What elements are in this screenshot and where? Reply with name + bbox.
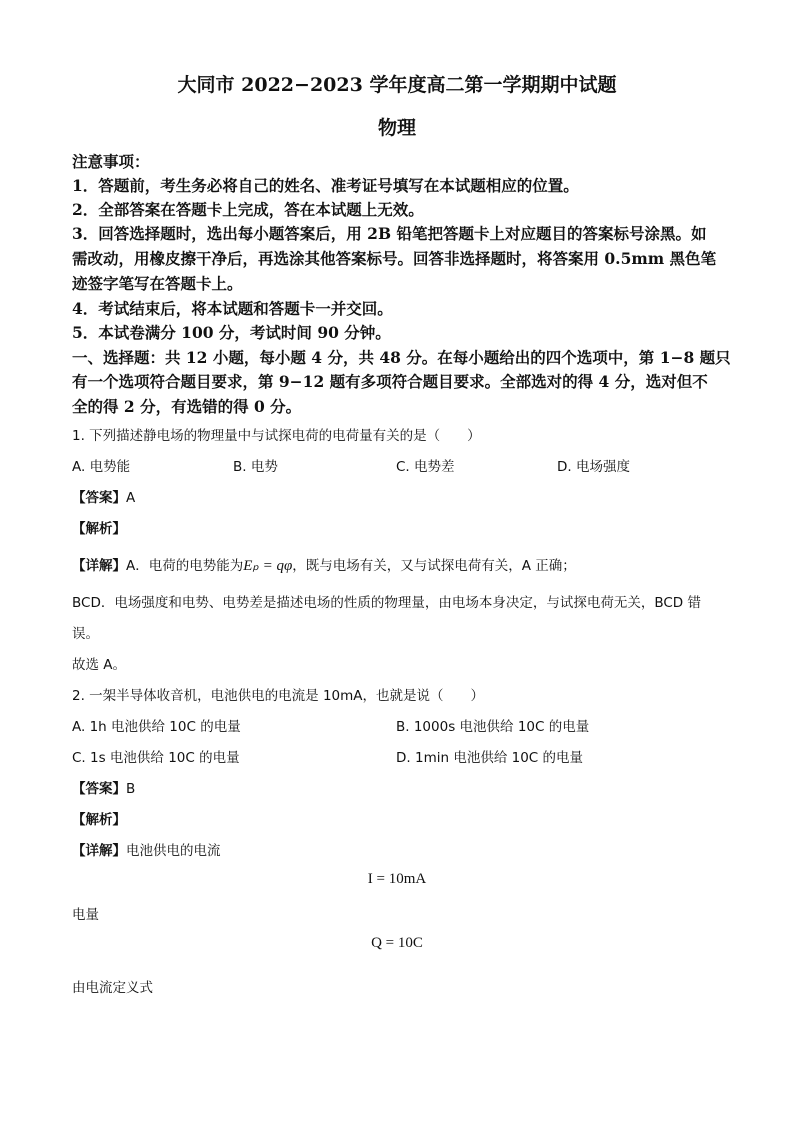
q2-stem: 2. 一架半导体收音机，电池供电的电流是 10mA，也就是说（ ） [72, 688, 485, 704]
q2-detail-1-text: 电池供电的电流 [126, 843, 221, 859]
q1-option-d: D. 电场强度 [557, 459, 630, 475]
q2-answer-tag: 【答案】 [72, 781, 126, 797]
notice-heading: 注意事项： [72, 152, 150, 171]
q1-detail-a-pre: A．电荷的电势能为 [126, 558, 244, 574]
q1-option-a: A. 电势能 [72, 459, 131, 475]
notice-item-1: 1．答题前，考生务必将自己的姓名、准考证号填写在本试题相应的位置。 [72, 176, 579, 195]
q1-analysis-tag: 【解析】 [72, 521, 126, 537]
q1-answer-value: A [126, 490, 136, 506]
q1-detail-tag: 【详解】 [72, 558, 126, 574]
notice-item-5: 5．本试卷满分 100 分，考试时间 90 分钟。 [72, 323, 391, 342]
q2-option-d: D. 1min 电池供给 10C 的电量 [396, 750, 584, 766]
section-instructions-1: 一、选择题：共 12 小题，每小题 4 分，共 48 分。在每小题给出的四个选项中，第 1−8 题只 [72, 348, 731, 367]
notice-item-3: 3．回答选择题时，选出每小题答案后，用 2B 铅笔把答题卡上对应题目的答案标号涂黑。如 [72, 224, 707, 243]
q2-option-c: C. 1s 电池供给 10C 的电量 [72, 750, 240, 766]
notice-item-4: 4．考试结束后，将本试题和答题卡一并交回。 [72, 299, 393, 318]
q2-detail-1 [72, 839, 221, 859]
q1-answer [72, 486, 135, 506]
q2-formula-charge: Q = 10C [371, 935, 423, 951]
q1-conclusion: 故选 A。 [72, 657, 127, 673]
notice-item-2: 2．全部答案在答题卡上完成，答在本试题上无效。 [72, 200, 424, 219]
q2-label-charge: 电量 [72, 907, 99, 923]
q1-detail-bcd-2: 误。 [72, 626, 99, 642]
q1-formula-energy: Eₚ = qφ [243, 558, 293, 574]
q2-analysis-tag: 【解析】 [72, 812, 126, 828]
exam-title: 大同市 2022−2023 学年度高二第一学期期中试题 [177, 74, 617, 96]
q2-option-b: B. 1000s 电池供给 10C 的电量 [396, 719, 590, 735]
q1-answer-tag: 【答案】 [72, 490, 126, 506]
q2-detail-tag: 【详解】 [72, 843, 126, 859]
subject-title: 物理 [377, 117, 416, 139]
q2-answer-value: B [126, 781, 136, 797]
section-instructions-2: 有一个选项符合题目要求，第 9−12 题有多项符合题目要求。全部选对的得 4 分，选对但不 [72, 372, 708, 391]
q2-formula-current: I = 10mA [367, 871, 427, 887]
q1-detail-a-post: ，既与电场有关，又与试探电荷有关，A 正确； [292, 558, 576, 574]
q1-option-c: C. 电势差 [396, 459, 455, 475]
section-instructions-3: 全的得 2 分，有选错的得 0 分。 [72, 397, 302, 416]
q2-answer [72, 777, 135, 797]
q1-stem: 1. 下列描述静电场的物理量中与试探电荷的电荷量有关的是（ ） [72, 428, 481, 444]
q1-detail-a [72, 554, 576, 575]
notice-item-3-cont: 需改动，用橡皮擦干净后，再选涂其他答案标号。回答非选择题时，将答案用 0.5mm 黑色笔 [72, 249, 717, 268]
q2-detail-2: 由电流定义式 [72, 980, 153, 996]
q1-option-b: B. 电势 [233, 459, 278, 475]
notice-item-3-cont2: 迹签字笔写在答题卡上。 [72, 274, 243, 293]
q2-option-a: A. 1h 电池供给 10C 的电量 [72, 719, 241, 735]
q1-detail-bcd-1: BCD．电场强度和电势、电势差是描述电场的性质的物理量，由电场本身决定，与试探电荷无关，BCD 错 [72, 595, 701, 611]
